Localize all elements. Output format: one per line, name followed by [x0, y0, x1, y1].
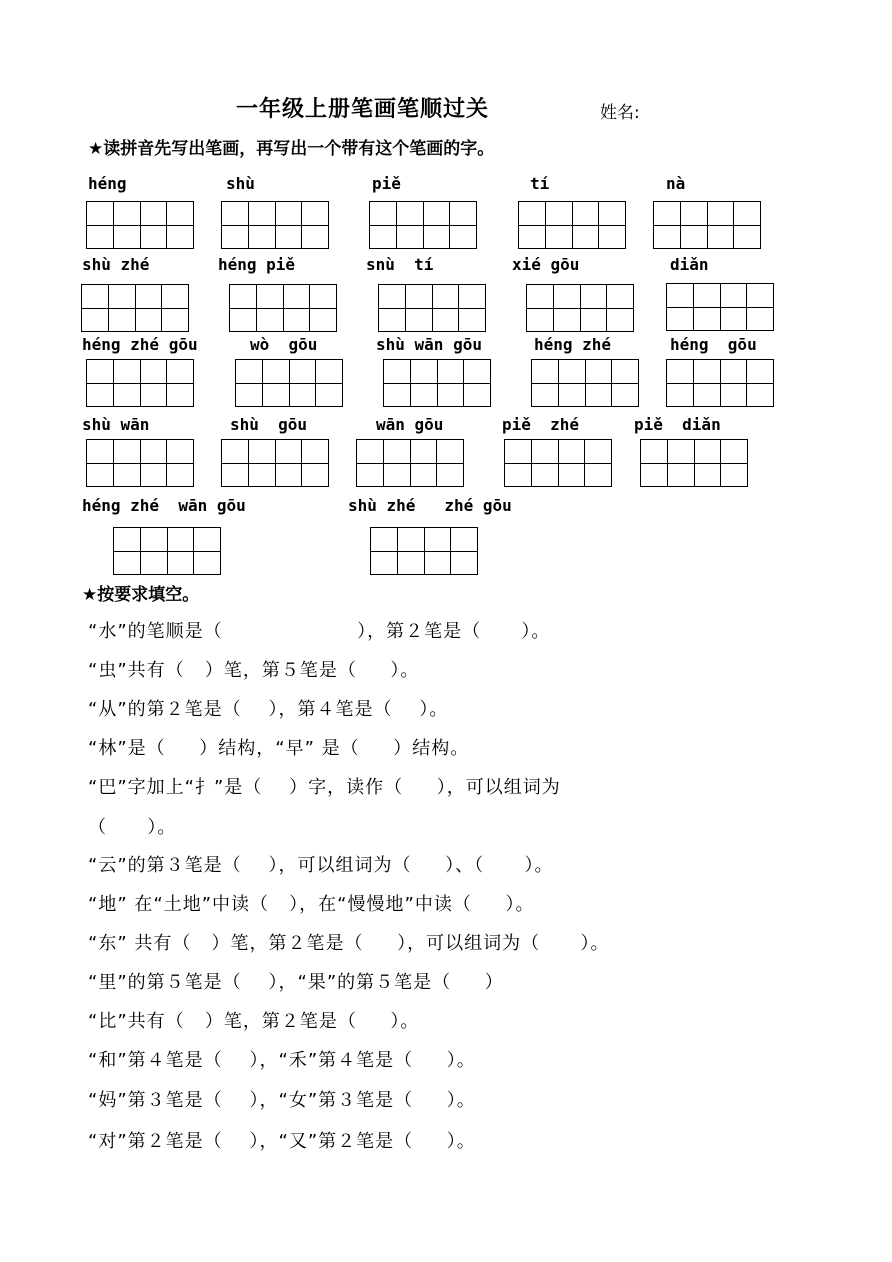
section1-heading: ★读拼音先写出笔画，再写出一个带有这个笔画的字。 — [88, 139, 495, 159]
fill-question: （ ）。 — [88, 817, 177, 838]
fill-question: “林”是（ ）结构，“早” 是（ ）结构。 — [88, 738, 470, 759]
fill-question: “水”的笔顺是（ ），第２笔是（ ）。 — [88, 621, 551, 642]
pinyin-label: héng zhé wān gōu — [82, 496, 246, 515]
fill-question: “比”共有（ ）笔，第２笔是（ ）。 — [88, 1011, 420, 1032]
writing-grid[interactable] — [504, 439, 612, 487]
writing-grid[interactable] — [653, 201, 761, 249]
writing-grid[interactable] — [113, 527, 221, 575]
pinyin-label: wān gōu — [376, 415, 444, 434]
pinyin-label: shù gōu — [230, 415, 308, 434]
writing-grid[interactable] — [221, 201, 329, 249]
fill-question: “地” 在“土地”中读（ ），在“慢慢地”中读（ ）。 — [88, 894, 535, 915]
writing-grid[interactable] — [235, 359, 343, 407]
writing-grid[interactable] — [518, 201, 626, 249]
writing-grid[interactable] — [86, 201, 194, 249]
fill-question: “从”的第２笔是（ ），第４笔是（ ）。 — [88, 699, 449, 720]
writing-grid[interactable] — [356, 439, 464, 487]
pinyin-label: nà — [666, 174, 686, 193]
writing-grid[interactable] — [526, 284, 634, 332]
writing-grid[interactable] — [221, 439, 329, 487]
pinyin-label: shù — [226, 174, 255, 193]
pinyin-label: shù zhé — [82, 255, 150, 274]
pinyin-label: piě diǎn — [634, 415, 721, 434]
fill-question: “东” 共有（ ）笔，第２笔是（ ），可以组词为（ ）。 — [88, 933, 610, 954]
writing-grid[interactable] — [229, 284, 337, 332]
writing-grid[interactable] — [86, 439, 194, 487]
fill-question: “妈”第３笔是（ ），“女”第３笔是（ ）。 — [88, 1090, 476, 1111]
fill-question: “云”的第３笔是（ ），可以组词为（ ）、（ ）。 — [88, 855, 554, 876]
writing-grid[interactable] — [640, 439, 748, 487]
fill-question: “里”的第５笔是（ ），“果”的第５笔是（ ） — [88, 972, 504, 993]
section2-heading: ★按要求填空。 — [82, 585, 200, 605]
writing-grid[interactable] — [370, 527, 478, 575]
pinyin-label: héng piě — [218, 255, 296, 274]
pinyin-label: xié gōu — [512, 255, 580, 274]
pinyin-label: shù wān — [82, 415, 150, 434]
fill-question: “虫”共有（ ）笔，第５笔是（ ）。 — [88, 660, 420, 681]
pinyin-label: snù tí — [366, 255, 434, 274]
pinyin-label: diǎn — [670, 255, 709, 274]
writing-grid[interactable] — [369, 201, 477, 249]
pinyin-label: piě zhé — [502, 415, 580, 434]
fill-question: “和”第４笔是（ ），“禾”第４笔是（ ）。 — [88, 1050, 476, 1071]
writing-grid[interactable] — [86, 359, 194, 407]
writing-grid[interactable] — [383, 359, 491, 407]
writing-grid[interactable] — [666, 359, 774, 407]
pinyin-label: héng gōu — [670, 335, 757, 354]
writing-grid[interactable] — [378, 284, 486, 332]
writing-grid[interactable] — [81, 284, 189, 332]
pinyin-label: héng — [88, 174, 127, 193]
pinyin-label: héng zhé — [534, 335, 612, 354]
fill-question: “巴”字加上“扌”是（ ）字，读作（ ），可以组词为 — [88, 777, 561, 798]
pinyin-label: shù zhé zhé gōu — [348, 496, 512, 515]
writing-grid[interactable] — [666, 283, 774, 331]
name-label: 姓名: — [600, 103, 640, 123]
pinyin-label: tí — [530, 174, 550, 193]
page-title: 一年级上册笔画笔顺过关 — [236, 97, 490, 122]
pinyin-label: wò gōu — [250, 335, 318, 354]
writing-grid[interactable] — [531, 359, 639, 407]
pinyin-label: piě — [372, 174, 401, 193]
pinyin-label: héng zhé gōu — [82, 335, 198, 354]
pinyin-label: shù wān gōu — [376, 335, 482, 354]
fill-question: “对”第２笔是（ ），“又”第２笔是（ ）。 — [88, 1131, 476, 1152]
